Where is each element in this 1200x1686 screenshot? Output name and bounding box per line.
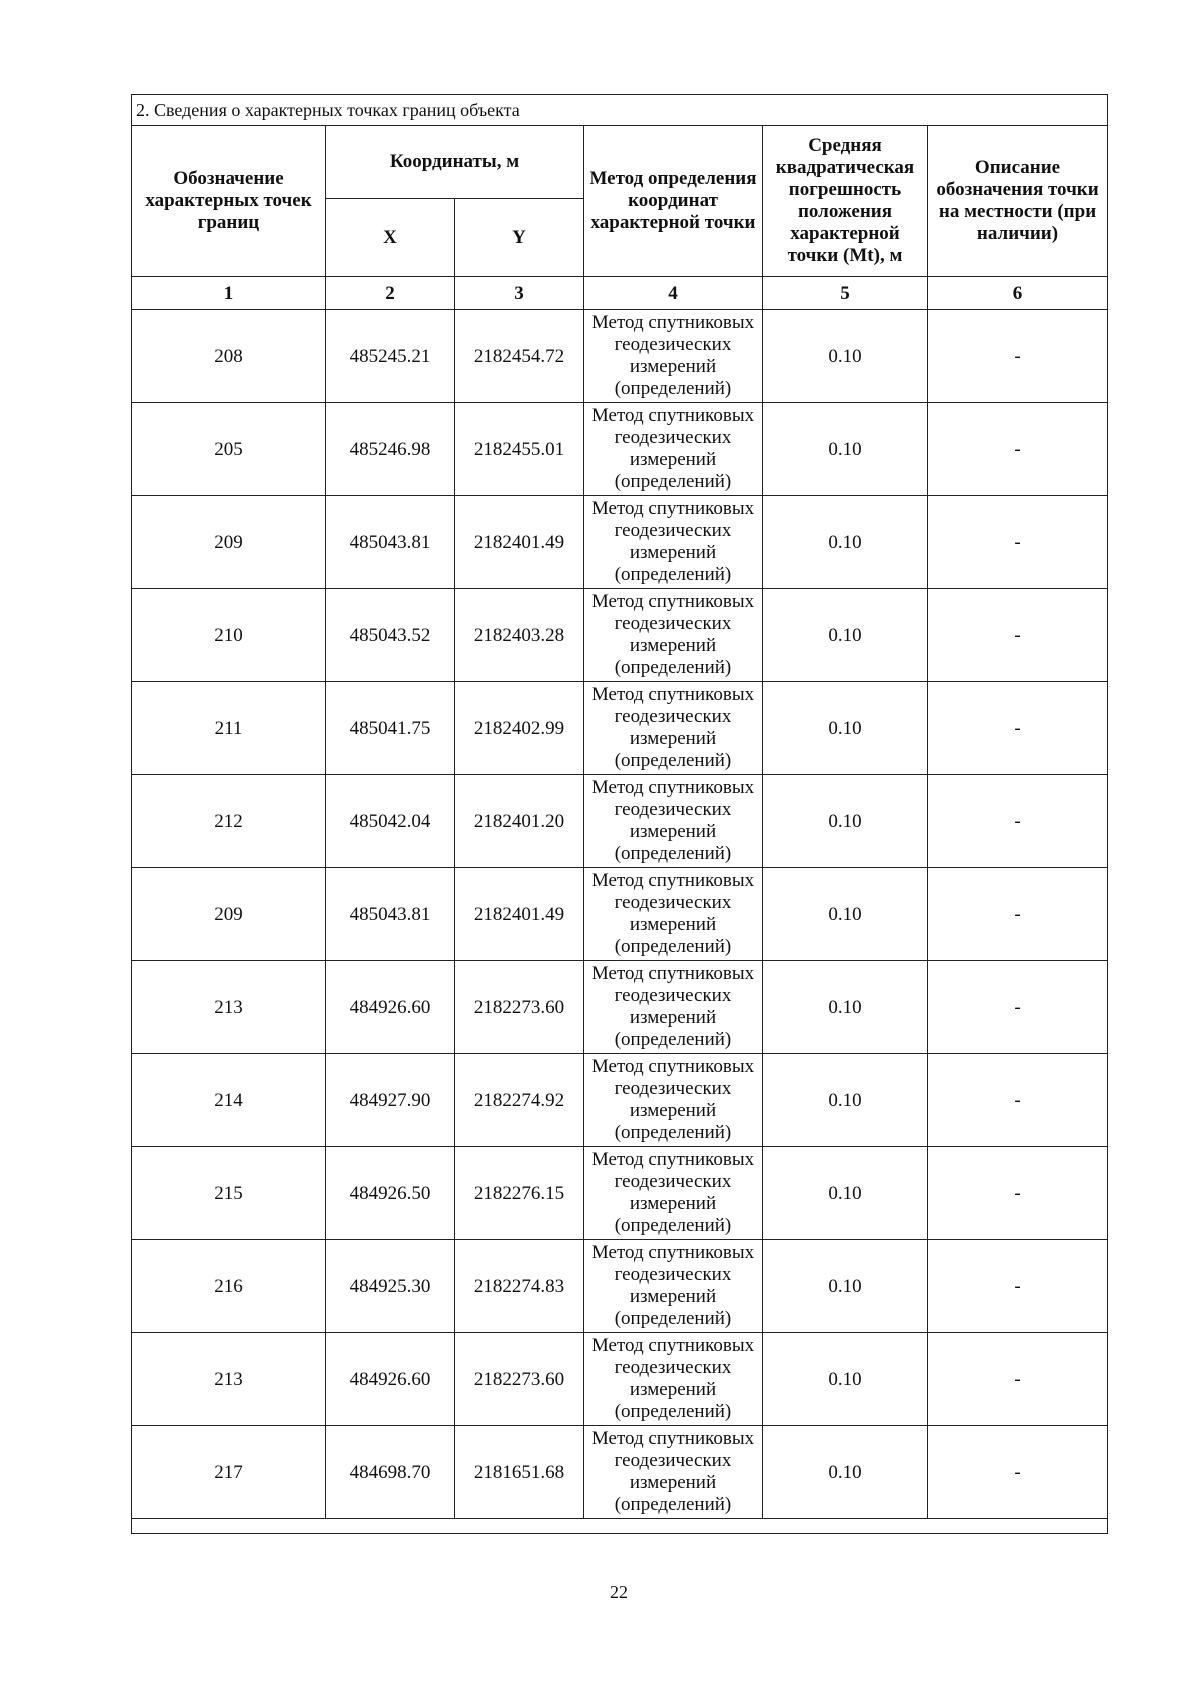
method-cell: Метод спутниковых геодезических измерений (определений)	[584, 1426, 763, 1519]
y-coordinate-cell: 2181651.68	[455, 1426, 584, 1519]
table-footer-cell	[132, 1519, 1108, 1534]
column-number: 4	[584, 277, 763, 310]
method-cell: Метод спутниковых геодезических измерений (определений)	[584, 868, 763, 961]
table-row	[132, 589, 1108, 682]
table-row	[132, 1240, 1108, 1333]
table-footer-row	[132, 1519, 1108, 1534]
y-coordinate-cell: 2182274.83	[455, 1240, 584, 1333]
method-cell: Метод спутниковых геодезических измерений (определений)	[584, 682, 763, 775]
method-cell: Метод спутниковых геодезических измерений (определений)	[584, 589, 763, 682]
mean-error-cell: 0.10	[763, 310, 928, 403]
header-mean-error: Средняя квадратическая погрешность положения характерной точки (Mt), м	[763, 126, 928, 277]
x-coordinate-cell: 485245.21	[326, 310, 455, 403]
page-number: 22	[610, 1582, 628, 1602]
header-x: X	[326, 199, 455, 277]
table-row	[132, 403, 1108, 496]
point-id-cell: 205	[132, 403, 326, 496]
y-coordinate-cell: 2182401.49	[455, 868, 584, 961]
method-cell: Метод спутниковых геодезических измерений (определений)	[584, 1333, 763, 1426]
point-id-cell: 209	[132, 496, 326, 589]
x-coordinate-cell: 485042.04	[326, 775, 455, 868]
method-cell: Метод спутниковых геодезических измерений (определений)	[584, 310, 763, 403]
method-cell: Метод спутниковых геодезических измерений (определений)	[584, 961, 763, 1054]
y-coordinate-cell: 2182454.72	[455, 310, 584, 403]
y-coordinate-cell: 2182273.60	[455, 961, 584, 1054]
description-cell: -	[928, 403, 1108, 496]
x-coordinate-cell: 484698.70	[326, 1426, 455, 1519]
y-coordinate-cell: 2182401.20	[455, 775, 584, 868]
table-row	[132, 682, 1108, 775]
point-id-cell: 209	[132, 868, 326, 961]
x-coordinate-cell: 484927.90	[326, 1054, 455, 1147]
description-cell: -	[928, 310, 1108, 403]
column-number: 2	[326, 277, 455, 310]
table-row	[132, 775, 1108, 868]
point-id-cell: 214	[132, 1054, 326, 1147]
method-cell: Метод спутниковых геодезических измерений (определений)	[584, 496, 763, 589]
column-number: 5	[763, 277, 928, 310]
x-coordinate-cell: 485041.75	[326, 682, 455, 775]
x-coordinate-cell: 484926.60	[326, 961, 455, 1054]
table-row	[132, 310, 1108, 403]
x-coordinate-cell: 485043.81	[326, 868, 455, 961]
x-coordinate-cell: 485246.98	[326, 403, 455, 496]
description-cell: -	[928, 682, 1108, 775]
description-cell: -	[928, 1333, 1108, 1426]
mean-error-cell: 0.10	[763, 496, 928, 589]
section-title: 2. Сведения о характерных точках границ объекта	[132, 95, 1108, 126]
table-row	[132, 1147, 1108, 1240]
mean-error-cell: 0.10	[763, 1147, 928, 1240]
point-id-cell: 213	[132, 961, 326, 1054]
point-id-cell: 208	[132, 310, 326, 403]
description-cell: -	[928, 1240, 1108, 1333]
mean-error-cell: 0.10	[763, 682, 928, 775]
x-coordinate-cell: 484926.50	[326, 1147, 455, 1240]
y-coordinate-cell: 2182273.60	[455, 1333, 584, 1426]
header-method: Метод определения координат характерной точки	[584, 126, 763, 277]
header-description: Описание обозначения точки на местности (при наличии)	[928, 126, 1108, 277]
mean-error-cell: 0.10	[763, 868, 928, 961]
column-number: 6	[928, 277, 1108, 310]
header-coordinates: Координаты, м	[326, 126, 584, 199]
y-coordinate-cell: 2182276.15	[455, 1147, 584, 1240]
point-id-cell: 211	[132, 682, 326, 775]
description-cell: -	[928, 496, 1108, 589]
mean-error-cell: 0.10	[763, 589, 928, 682]
table-row	[132, 1426, 1108, 1519]
description-cell: -	[928, 1054, 1108, 1147]
description-cell: -	[928, 868, 1108, 961]
table-row	[132, 868, 1108, 961]
y-coordinate-cell: 2182402.99	[455, 682, 584, 775]
header-y: Y	[455, 199, 584, 277]
method-cell: Метод спутниковых геодезических измерений (определений)	[584, 1240, 763, 1333]
boundary-points-table	[131, 94, 1108, 1534]
description-cell: -	[928, 589, 1108, 682]
method-cell: Метод спутниковых геодезических измерений (определений)	[584, 1147, 763, 1240]
mean-error-cell: 0.10	[763, 961, 928, 1054]
table-row	[132, 961, 1108, 1054]
table-row	[132, 496, 1108, 589]
mean-error-cell: 0.10	[763, 1333, 928, 1426]
point-id-cell: 217	[132, 1426, 326, 1519]
mean-error-cell: 0.10	[763, 1426, 928, 1519]
method-cell: Метод спутниковых геодезических измерений (определений)	[584, 1054, 763, 1147]
description-cell: -	[928, 1426, 1108, 1519]
point-id-cell: 215	[132, 1147, 326, 1240]
mean-error-cell: 0.10	[763, 403, 928, 496]
column-number: 3	[455, 277, 584, 310]
y-coordinate-cell: 2182274.92	[455, 1054, 584, 1147]
description-cell: -	[928, 1147, 1108, 1240]
table-row	[132, 1054, 1108, 1147]
mean-error-cell: 0.10	[763, 1054, 928, 1147]
point-id-cell: 216	[132, 1240, 326, 1333]
description-cell: -	[928, 775, 1108, 868]
method-cell: Метод спутниковых геодезических измерений (определений)	[584, 403, 763, 496]
table-body	[132, 310, 1108, 1519]
point-id-cell: 212	[132, 775, 326, 868]
y-coordinate-cell: 2182403.28	[455, 589, 584, 682]
y-coordinate-cell: 2182455.01	[455, 403, 584, 496]
description-cell: -	[928, 961, 1108, 1054]
x-coordinate-cell: 484925.30	[326, 1240, 455, 1333]
point-id-cell: 210	[132, 589, 326, 682]
mean-error-cell: 0.10	[763, 775, 928, 868]
x-coordinate-cell: 485043.52	[326, 589, 455, 682]
column-number: 1	[132, 277, 326, 310]
table-row	[132, 1333, 1108, 1426]
mean-error-cell: 0.10	[763, 1240, 928, 1333]
column-numbers-row	[132, 277, 1108, 310]
point-id-cell: 213	[132, 1333, 326, 1426]
x-coordinate-cell: 485043.81	[326, 496, 455, 589]
method-cell: Метод спутниковых геодезических измерений (определений)	[584, 775, 763, 868]
header-point-designation: Обозначение характерных точек границ	[132, 126, 326, 277]
y-coordinate-cell: 2182401.49	[455, 496, 584, 589]
x-coordinate-cell: 484926.60	[326, 1333, 455, 1426]
